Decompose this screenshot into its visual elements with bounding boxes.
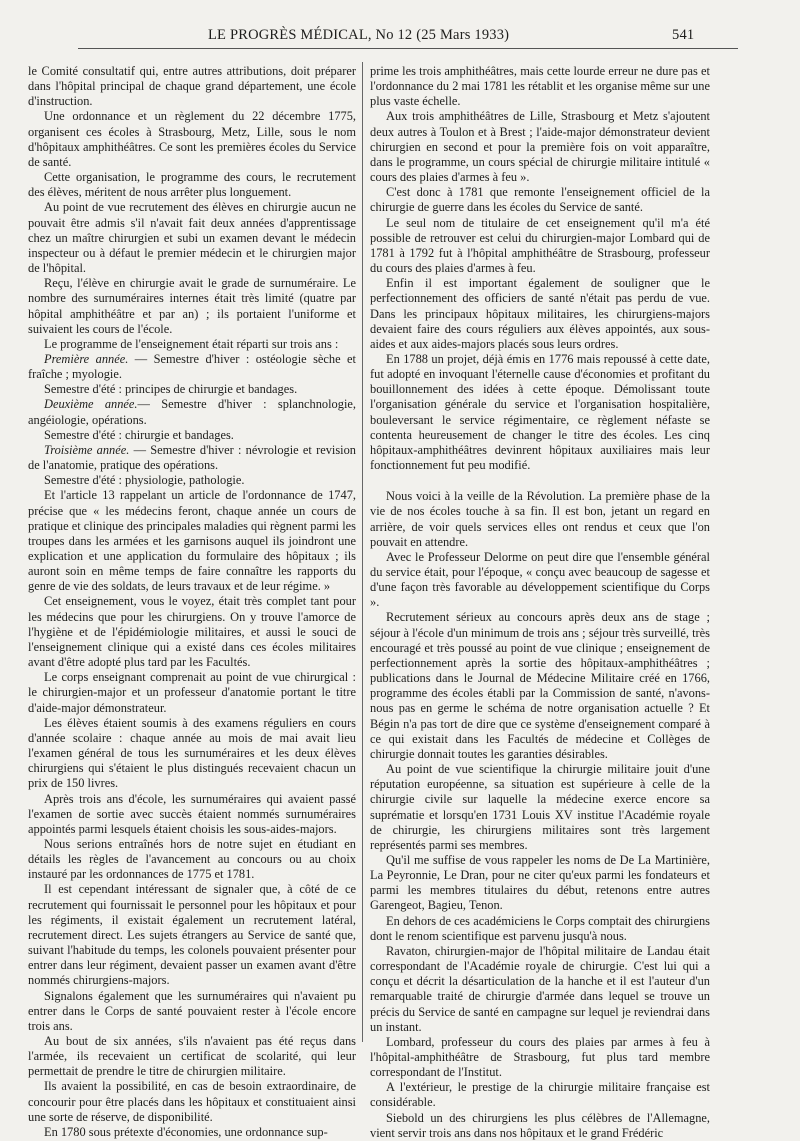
paragraph-text: A l'extérieur, le prestige de la chirurgie militaire française est considérable. [370, 1080, 710, 1110]
paragraph-text: Cette organisation, le programme des cours, le recrutement des élèves, méritent de nous arrêter plus longuement. [28, 170, 356, 200]
paragraph [370, 1080, 710, 1110]
paragraph [28, 882, 356, 988]
paragraph [370, 64, 710, 109]
paragraph [370, 944, 710, 1035]
paragraph [28, 1125, 356, 1140]
paragraph [28, 352, 356, 382]
paragraph-text: — Semestre d'hiver : névrologie et revision de l'anatomie, pratique des opérations. [28, 442, 356, 473]
paragraph [370, 853, 710, 914]
header-rule [78, 48, 738, 49]
paragraph [370, 1035, 710, 1080]
paragraph-text: Le seul nom de titulaire de cet enseignement qu'il m'a été possible de retrouver est celui du chirurgien-major Lombard qui de 1781 à 1792 fut à l'hôpital amphithéâtre de Strasbourg, professeur du cours des plaies d'armes à feu. [370, 215, 710, 276]
paragraph-text: Lombard, professeur du cours des plaies par armes à feu à l'hôpital-amphithéâtre de Strasbourg, fut plus tard membre correspondant de l'Institut. [370, 1034, 710, 1080]
paragraph [370, 352, 710, 473]
paragraph [28, 670, 356, 715]
paragraph [370, 762, 710, 853]
paragraph-text: Semestre d'été : physiologie, pathologie. [44, 473, 245, 488]
paragraph-text: Au point de vue recrutement des élèves en chirurgie aucun ne pouvait être admis s'il n'avait fait deux années d'apprentissage chez un maître chirurgien et subi un examen devant le médecin inspecteur ou à défaut le premier médecin et le chirurgien major de l'hôpital. [28, 200, 356, 276]
paragraph-text: Enfin il est important également de souligner que le perfectionnement des officiers de santé n'était pas perdu de vue. Dans les principaux hôpitaux militaires, les chirurgiens-majors devaient faire des cours réguliers aux élèves appointés, aux sous-aides et aux aides-majors placés sous leurs ordres. [370, 276, 710, 351]
paragraph [370, 216, 710, 277]
paragraph [28, 382, 356, 397]
paragraph [28, 428, 356, 443]
paragraph [28, 488, 356, 594]
paragraph-text: Les élèves étaient soumis à des examens réguliers en cours d'année scolaire : chaque année au mois de mai avait lieu l'examen général de tous les surnuméraires et les deux élèves chirurgiens qui s'étaient le plus distingués recevaient chacun un prix de 150 livres. [28, 715, 356, 791]
paragraph-text: En 1788 un projet, déjà émis en 1776 mais repoussé à cette date, fut adopté en invoquant l'éternelle cause d'économies et profitant du bouillonnement des idées à cette époque. Démolissant toute l'organisation générale du service et l'organisation hospitalière, bouleversant le service régimentaire, ce règlement néfaste se contenta heureusement de changer le titre des écoles. Les cinq hôpitaux-amphithéâtres devinrent hôpitaux auxiliaires mais leur fonctionnement fut peu modifié. [370, 351, 710, 473]
paragraph-text: Une ordonnance et un règlement du 22 décembre 1775, organisent ces écoles à Strasbourg, Metz, Lille, sous le nom d'hôpitaux amphithéâtres. Ce sont les premières écoles du Service de santé. [28, 109, 356, 169]
paragraph [370, 276, 710, 352]
paragraph [28, 397, 356, 427]
paragraph [370, 1111, 710, 1141]
paragraph-text: Au point de vue scientifique la chirurgie militaire jouit d'une réputation européenne, sa situation est supérieure à celle de la chirurgie civile sur laquelle la médecine exerce encore sa suprématie et lorsqu'en 1731 Louis XV institue l'Académie royale de chirurgie, les chirurgiens militaires sont très largement représentés parmi ses membres. [370, 762, 710, 852]
paragraph-text: — Semestre d'hiver : splanchnologie, angéiologie, opérations. [28, 397, 356, 427]
year-label: Deuxième année. [44, 397, 138, 412]
paragraph [28, 200, 356, 276]
paragraph [28, 64, 356, 109]
paragraph-text: Aux trois amphithéâtres de Lille, Strasbourg et Metz s'ajoutent deux autres à Toulon et à Brest ; l'aide-major démonstrateur devient chirurgien en second et pour la première fois on voit apparaître, dans le programme, un cours spécial de chirurgie militaire intitulé « cours des plaies d'armes à feu ». [370, 109, 710, 185]
paragraph [28, 473, 356, 488]
paragraph-text: Nous voici à la veille de la Révolution. La première phase de la vie de nos écoles touche à sa fin. Il est bon, jetant un regard en arrière, de voir quels services elles ont rendus et ceux que l'on pouvait en attendre. [370, 489, 710, 549]
paragraph [370, 489, 710, 550]
page-number: 541 [672, 27, 695, 43]
paragraph-text: Signalons également que les surnuméraires qui n'avaient pu entrer dans le Corps de santé pouvaient rester à l'école encore trois ans. [28, 988, 356, 1033]
paragraph [28, 109, 356, 170]
paragraph [370, 914, 710, 944]
paragraph-text: En dehors de ces académiciens le Corps comptait des chirurgiens dont le renom scientifique est parvenu jusqu'à nous. [370, 913, 710, 943]
paragraph-text: Au bout de six années, s'ils n'avaient pas été reçus dans l'armée, ils recevaient un certificat de scolarité, qui leur permettait de prendre le titre de chirurgien militaire. [28, 1034, 356, 1079]
paragraph-text: Siebold un des chirurgiens les plus célèbres de l'Allemagne, vient servir trois ans dans nos hôpitaux et le grand Frédéric [370, 1110, 710, 1140]
paragraph [370, 109, 710, 185]
paragraph-text: — Semestre d'hiver : ostéologie sèche et fraîche ; myologie. [28, 351, 356, 382]
paragraph [28, 594, 356, 670]
paragraph-text: Le programme de l'enseignement était réparti sur trois ans : [44, 336, 339, 351]
paragraph-text: Le corps enseignant comprenait au point de vue chirurgical : le chirurgien-major et un professeur d'anatomie portant le titre d'aide-major démonstrateur. [28, 670, 356, 715]
paragraph [28, 792, 356, 837]
paragraph-text: Ravaton, chirurgien-major de l'hôpital militaire de Landau était correspondant de l'Académie royale de chirurgie. C'est lui qui a conçu et décrit la désarticulation de la hanche et il est l'auteur d'un remarquable traité de chirurgie d'armée dans lequel se trouve un précis du Service de santé en campagne sur lequel je reviendrai dans un instant. [370, 943, 710, 1034]
running-head [0, 27, 800, 49]
paragraph-text: Semestre d'été : principes de chirurgie et bandages. [44, 382, 298, 397]
paragraph-text: Reçu, l'élève en chirurgie avait le grade de surnuméraire. Le nombre des surnuméraires internes était très limité (quatre par hôpital amphithéâtre et par an) ; ils portaient l'uniforme et suivaient les cours de l'école. [28, 276, 356, 336]
paragraph-text: Semestre d'été : chirurgie et bandages. [44, 427, 234, 442]
paragraph [28, 837, 356, 882]
paragraph-text: Qu'il me suffise de vous rappeler les noms de De La Martinière, La Peyronnie, Le Dran, pour ne citer qu'eux parmi les fondateurs et parmi les membres titulaires du début, retenons entre autres Garengeot, Bagieu, Tenon. [370, 852, 710, 913]
right-column [370, 64, 710, 1141]
paragraph-text: Nous serions entraînés hors de notre sujet en étudiant en détails les règles de l'avancement au concours ou au choix instauré par les ordonnances de 1775 et 1781. [28, 836, 356, 882]
paragraph-text: Cet enseignement, vous le voyez, était très complet tant pour les médecins que pour les chirurgiens. On y trouve l'amorce de l'hygiène et de l'épidémiologie militaires, et aussi le souci de l'enseignement clinique qui a existé dans ces écoles militaires avant d'être adopté plus tard par les Facultés. [28, 594, 356, 670]
paragraph-text: Recrutement sérieux au concours après deux ans de stage ; séjour à l'école d'un minimum de trois ans ; séjour très surveillé, très encouragé et très poussé au point de vue clinique ; enseignement de perfectionnement après la sortie des hôpitaux-amphithéâtres ; publications dans le Journal de Médecine Militaire créé en 1766, programme des écoles établi par la Commission de santé, n'avons-nous pas en germe le schéma de notre organisation actuelle ? Et Bégin n'a pas tort de dire que ce système d'enseignement comparé à ce qui existait dans les Facultés de médecine et Collèges de chirurgie donnait toutes les garanties désirables. [370, 610, 710, 761]
paragraph-text: En 1780 sous prétexte d'économies, une ordonnance sup- [44, 1124, 328, 1139]
year-label: Première année. [44, 351, 129, 366]
column-divider [362, 62, 363, 1042]
paragraph [28, 170, 356, 200]
paragraph-text: Avec le Professeur Delorme on peut dire que l'ensemble général du service était, pour l'époque, « conçu avec beaucoup de sagesse et d'une façon très favorable au développement scientifique du Corps ». [370, 549, 710, 610]
paragraph [370, 185, 710, 215]
paragraph [28, 1034, 356, 1079]
paragraph [28, 276, 356, 337]
paragraph [28, 443, 356, 473]
paragraph-text: Après trois ans d'école, les surnuméraires qui avaient passé l'examen de sortie avec succès étaient nommés surnuméraires appointés parmi lesquels étaient choisis les sous-aides-majors. [28, 791, 356, 836]
left-column [28, 64, 356, 1140]
paragraph-text: Ils avaient la possibilité, en cas de besoin extraordinaire, de concourir pour être placés dans les hôpitaux et constituaient ainsi une sorte de réserve, de disponibilité. [28, 1079, 356, 1124]
paragraph-text: C'est donc à 1781 que remonte l'enseignement officiel de la chirurgie de guerre dans les écoles du Service de santé. [370, 185, 710, 215]
paragraph [28, 716, 356, 792]
paragraph [370, 610, 710, 762]
paragraph [28, 1079, 356, 1124]
year-label: Troisième année. [44, 442, 130, 457]
paragraph-text: le Comité consultatif qui, entre autres attributions, doit préparer dans l'hôpital principal de chaque grand département, une école d'instruction. [28, 64, 356, 109]
paragraph [28, 989, 356, 1034]
running-title: LE PROGRÈS MÉDICAL, No 12 (25 Mars 1933) [208, 27, 510, 43]
paragraph-text: Il est cependant intéressant de signaler que, à côté de ce recrutement qui fournissait le personnel pour les hôpitaux et pour les régiments, il existait également un recrutement latéral, recrutement direct. Les sujets étrangers au Service de santé que, suivant l'habitude du temps, les colonels pouvaient présenter pour entrer dans leur régiment, devaient passer un examen avant d'être nommés chirurgiens-majors. [28, 882, 356, 988]
paragraph-text: prime les trois amphithéâtres, mais cette lourde erreur ne dure pas et l'ordonnance du 2 mai 1781 les rétablit et les organise même sur une plus vaste échelle. [370, 64, 710, 109]
paragraph-text: Et l'article 13 rappelant un article de l'ordonnance de 1747, précise que « les médecins feront, chaque année un cours de pratique et clinique des principales maladies qui règnent parmi les troupes dans les armées et les garnisons auquel ils joindront une explication et une application du formulaire des hôpitaux ; ils auront soin en même temps de faire connaître les rapports du genre de vie des soldats, de leurs travaux et de leur régime. » [28, 488, 356, 594]
paragraph [28, 337, 356, 352]
paragraph [370, 550, 710, 611]
